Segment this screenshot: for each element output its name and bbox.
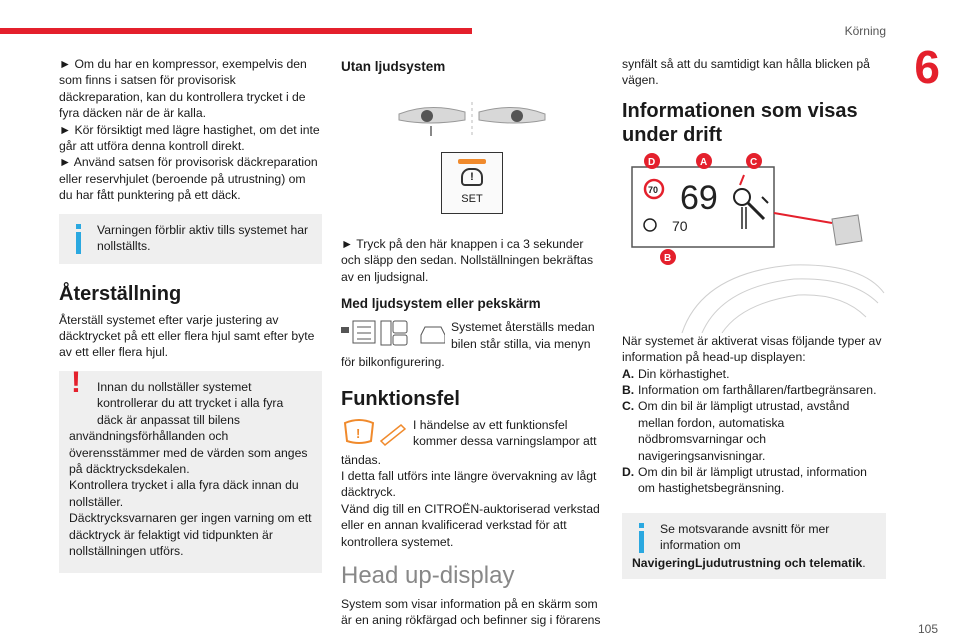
note-navigation-text: Se motsvarande avsnitt för mer information om (660, 521, 830, 553)
settings-menu-icons (341, 319, 445, 354)
heading-hud-info: Informationen som visas under drift (622, 99, 858, 146)
no-audio-paragraph: ► Tryck på den här knappen i ca 3 sekunder och släpp den sedan. Nollställningen bekräftas av en ljudsignal. (341, 237, 594, 284)
info-note (59, 214, 322, 264)
malfunction-paragraph-a: I händelse av ett funktionsfel kommer dessa varningslampor att (413, 417, 597, 449)
hud-paragraph-cont: synfält så att du samtidigt kan hålla blicken på vägen. (622, 57, 870, 88)
with-audio-paragraph-a: Systemet återställs medan bilen står stilla, via menyn (451, 320, 595, 351)
note-navigation-bold: NavigeringLjudutrustning och telematik (632, 555, 863, 570)
heading-no-audio: Utan ljudsystem (341, 59, 446, 74)
hud-limiter-value: 70 (672, 217, 688, 234)
heading-hud: Head up-display (341, 562, 515, 590)
with-audio-paragraph-b: för bilkonfigurering. (341, 355, 445, 370)
car-seats-icon (387, 100, 557, 142)
list-item-b: B. Information om farthållaren/fartbegränsaren. (622, 383, 877, 398)
note-navigation-end: . (862, 555, 866, 570)
hud-speed-value: 69 (680, 178, 718, 217)
info-note-navigation (622, 513, 886, 579)
set-label: SET (461, 193, 483, 205)
hud-intro: När systemet är aktiverat visas följande typer av information på head-up displayen: (622, 333, 882, 365)
warning-lamps-icons (341, 417, 407, 452)
chapter-number: 6 (914, 41, 940, 93)
list-item-c: C. Om din bil är lämpligt utrustad, avstånd mellan fordon, automatiska nödbromsvarningar och navigeringsanvisningar. (622, 399, 850, 463)
label-b: B (664, 252, 672, 264)
malfunction-row (341, 417, 603, 452)
list-item-a: A. Din körhastighet. (622, 366, 730, 381)
reset-paragraph: Återställ systemet efter varje justering av däcktrycket på ett eller flera hjul samt efter byte av ett eller flera hjul. (59, 312, 315, 360)
bullet-3: ► Använd satsen för provisorisk däckreparation eller reservhjulet (beroende på utrustning) om du har fått punktering på ett däck. (59, 155, 318, 203)
label-c: C (750, 156, 758, 168)
section-name: Körning (844, 24, 886, 38)
hud-speed-sign: 70 (648, 184, 659, 195)
info-note-text: Varningen förblir aktiv tills systemet har nollställts. (97, 222, 309, 254)
header-red-bar (0, 28, 472, 34)
heading-reset: Återställning (59, 282, 182, 305)
bullet-2: ► Kör försiktigt med lägre hastighet, om det inte går att utföra denna kontroll direkt. (59, 122, 320, 154)
bullet-1: ► Om du har en kompressor, exempelvis den som finns i satsen för provisorisk däckreparation, kan du kontrollera trycket i de fyra däcken när de är kalla. (59, 57, 307, 121)
info-icon-2 (632, 521, 654, 555)
hud-paragraph: System som visar information på en skärm som är en aning rökfärgad och befinner sig i förarens (341, 597, 601, 628)
column-1 (59, 56, 322, 583)
warning-note-text: Innan du nollställer systemet kontrollerar du att trycket i alla fyra däck är anpassat till bilens användningsförhållanden och överensstämmer med de värden som anges på däcktrycksdekalen. Kontrollera trycket i alla fyra däck innan du nollställer. Däcktrycksvarnaren ger ingen varning om ett däcktryck är felaktigt vid tidpunkten är nollställningen utförs. (69, 379, 312, 558)
label-d: D (648, 156, 656, 168)
menu-row (341, 319, 603, 354)
tpms-figure (341, 82, 603, 232)
page-number: 105 (917, 622, 938, 636)
svg-text:!: ! (356, 425, 361, 441)
warning-icon: ! (71, 365, 81, 399)
column-2 (341, 56, 603, 629)
set-button-icon: ! SET (441, 152, 503, 214)
column-3 (622, 56, 886, 589)
info-icon (69, 222, 91, 256)
malfunction-paragraph-b: tändas. I detta fall utförs inte längre övervakning av lågt däcktryck. Vänd dig till en CITROËN-auktoriserad verkstad eller en annan kvalificerad verkstad för att kontrollera systemet. (341, 452, 600, 549)
list-item-d: D. Om din bil är lämpligt utrustad, information om hastighetsbegränsning. (622, 465, 867, 496)
heading-with-audio: Med ljudsystem eller pekskärm (341, 296, 541, 312)
heading-malfunction: Funktionsfel (341, 387, 460, 410)
warning-note (59, 365, 322, 573)
label-a: A (700, 156, 708, 168)
hud-display-illustration (622, 153, 886, 333)
hud-figure (622, 153, 886, 333)
